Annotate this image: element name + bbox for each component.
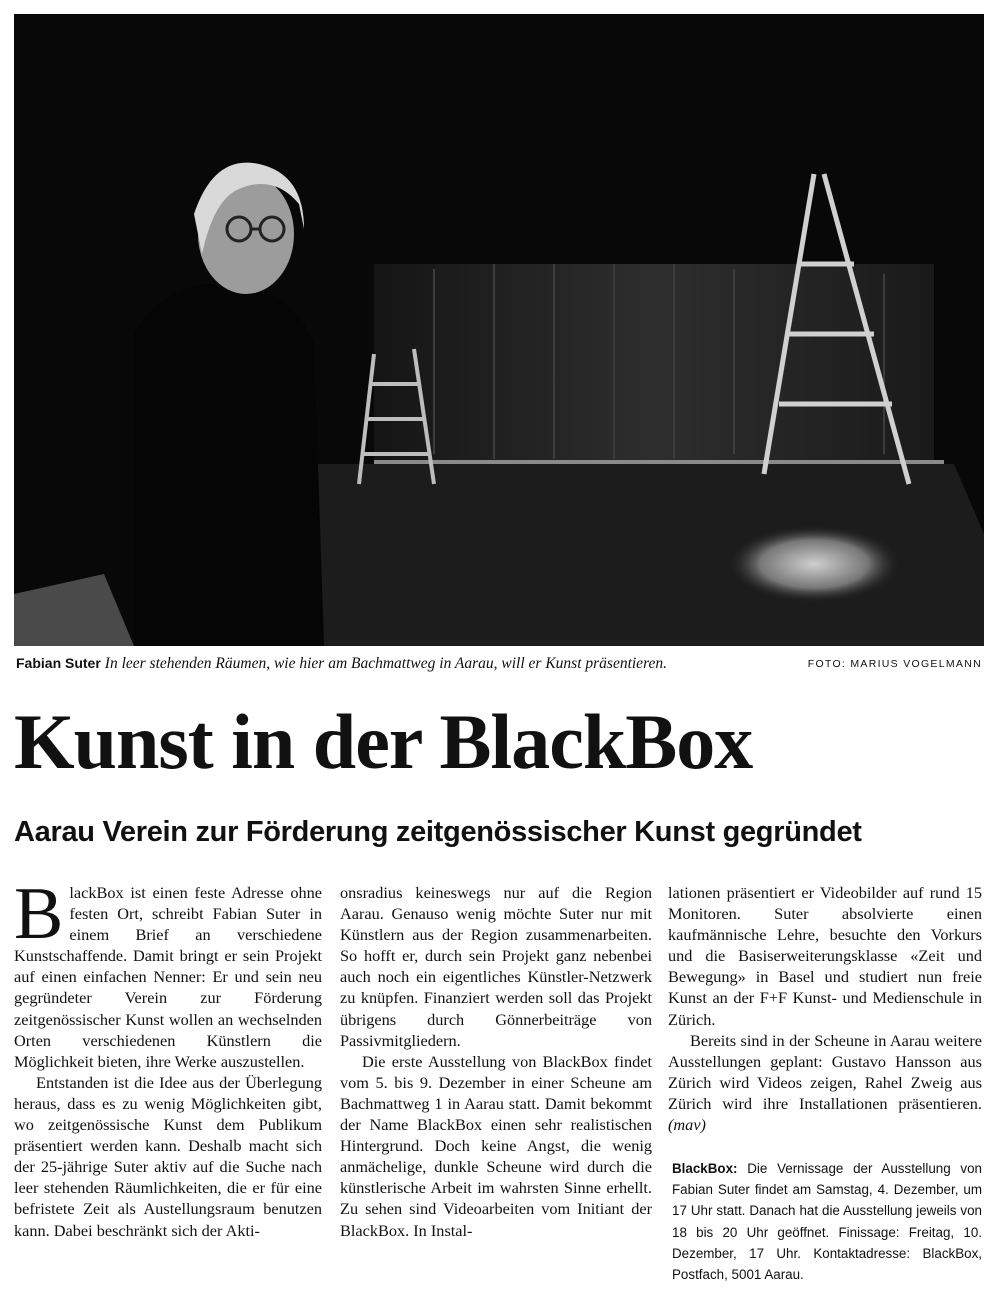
photo-caption bbox=[14, 655, 984, 679]
caption-text: In leer stehenden Räumen, wie hier am Bachmattweg in Aarau, will er Kunst präsentieren. bbox=[104, 655, 668, 672]
info-box-text: Die Vernissage der Ausstellung von Fabian Suter findet am Samstag, 4. Dezember, um 17 Uhr statt. Danach hat die Ausstellung jeweils von 18 bis 20 Uhr geöffnet. Finissage: Freitag, 10. Dezember, 17 Uhr. Kontaktadresse: BlackBox, Postfach, 5001 Aarau. bbox=[672, 1161, 982, 1283]
headline: Kunst in der BlackBox bbox=[14, 698, 753, 785]
article-paragraph bbox=[668, 1030, 982, 1135]
photo-portrait-icon bbox=[14, 14, 984, 646]
subheadline bbox=[14, 812, 862, 852]
drop-cap: B bbox=[14, 873, 64, 955]
article-column-2 bbox=[340, 882, 652, 1241]
author-initials: (mav) bbox=[668, 1115, 706, 1135]
caption-name: Fabian Suter bbox=[16, 655, 101, 671]
article-paragraph bbox=[14, 873, 322, 1072]
article-paragraph: lationen präsentiert er Videobilder auf rund 15 Monitoren. Suter absolvierte einen kaufmännische Lehre, besuchte den Vorkurs und die Basiserweiterungsklasse «Zeit und Bewegung» in Basel und studiert nun freie Kunst an der F+F Kunst- und Medienschule in Zürich. bbox=[668, 883, 982, 1029]
article-paragraph: onsradius keineswegs nur auf die Region Aarau. Genauso wenig möchte Suter nur mit Künstlern aus der Region zusammenarbeiten. So hofft er, durch sein Projekt ganz nebenbei auch noch ein eigentliches Künstler-Netzwerk zu knüpfen. Finanziert werden soll das Projekt übrigens durch Gönnerbeiträge von Passivmitgliedern. bbox=[340, 883, 652, 1050]
paragraph-text: lackBox ist einen feste Adresse ohne festen Ort, schreibt Fabian Suter in einem Brief an verschiedene Kunstschaffende. Damit bringt er sein Projekt auf einen einfachen Nenner: Er und sein neu gegründeter Verein zur Förderung zeitgenössischer Kunst wollen an wechselnden Orten verschiedenen Künstlern die Möglichkeit bieten, ihre Werke auszustellen. bbox=[14, 883, 322, 1071]
article-paragraph: Entstanden ist die Idee aus der Überlegung heraus, dass es zu wenig Möglichkeiten gibt, wo zeitgenössische Kunst dem Publikum präsentiert werden kann. Deshalb macht sich der 25-jährige Suter aktiv auf die Suche nach leer stehenden Räumlichkeiten, die er für eine befristete Zeit als Austellungsraum benutzen kann. Dabei beschränkt sich der Akti- bbox=[14, 1072, 322, 1240]
subhead-place: Aarau bbox=[14, 816, 95, 848]
subhead-text: Verein zur Förderung zeitgenössischer Kunst gegründet bbox=[102, 816, 862, 848]
article-paragraph: Die erste Ausstellung von BlackBox findet vom 5. bis 9. Dezember in einer Scheune am Bachmattweg 1 in Aarau statt. Damit bekommt der Name BlackBox einen sehr realistischen Hintergrund. Doch keine Angst, die wenig anmächelige, dunkle Scheune wird durch die künstlerische Arbeit im wahrsten Sinne erhellt. Zu sehen sind Videoarbeiten vom Initiant der BlackBox. In Instal- bbox=[340, 1051, 652, 1240]
article-column-1 bbox=[14, 873, 322, 1241]
paragraph-text: Bereits sind in der Scheune in Aarau weitere Ausstellungen geplant: Gustavo Hansson aus Zürich wird Videos zeigen, Rahel Zweig aus Zürich wird ihre Installationen präsentieren. bbox=[668, 1030, 982, 1113]
article-column-3 bbox=[668, 882, 982, 1135]
info-box-label: BlackBox: bbox=[672, 1161, 738, 1176]
photo-credit: FOTO: MARIUS VOGELMANN bbox=[807, 658, 982, 670]
article-photo bbox=[14, 14, 984, 646]
info-box bbox=[672, 1158, 982, 1285]
